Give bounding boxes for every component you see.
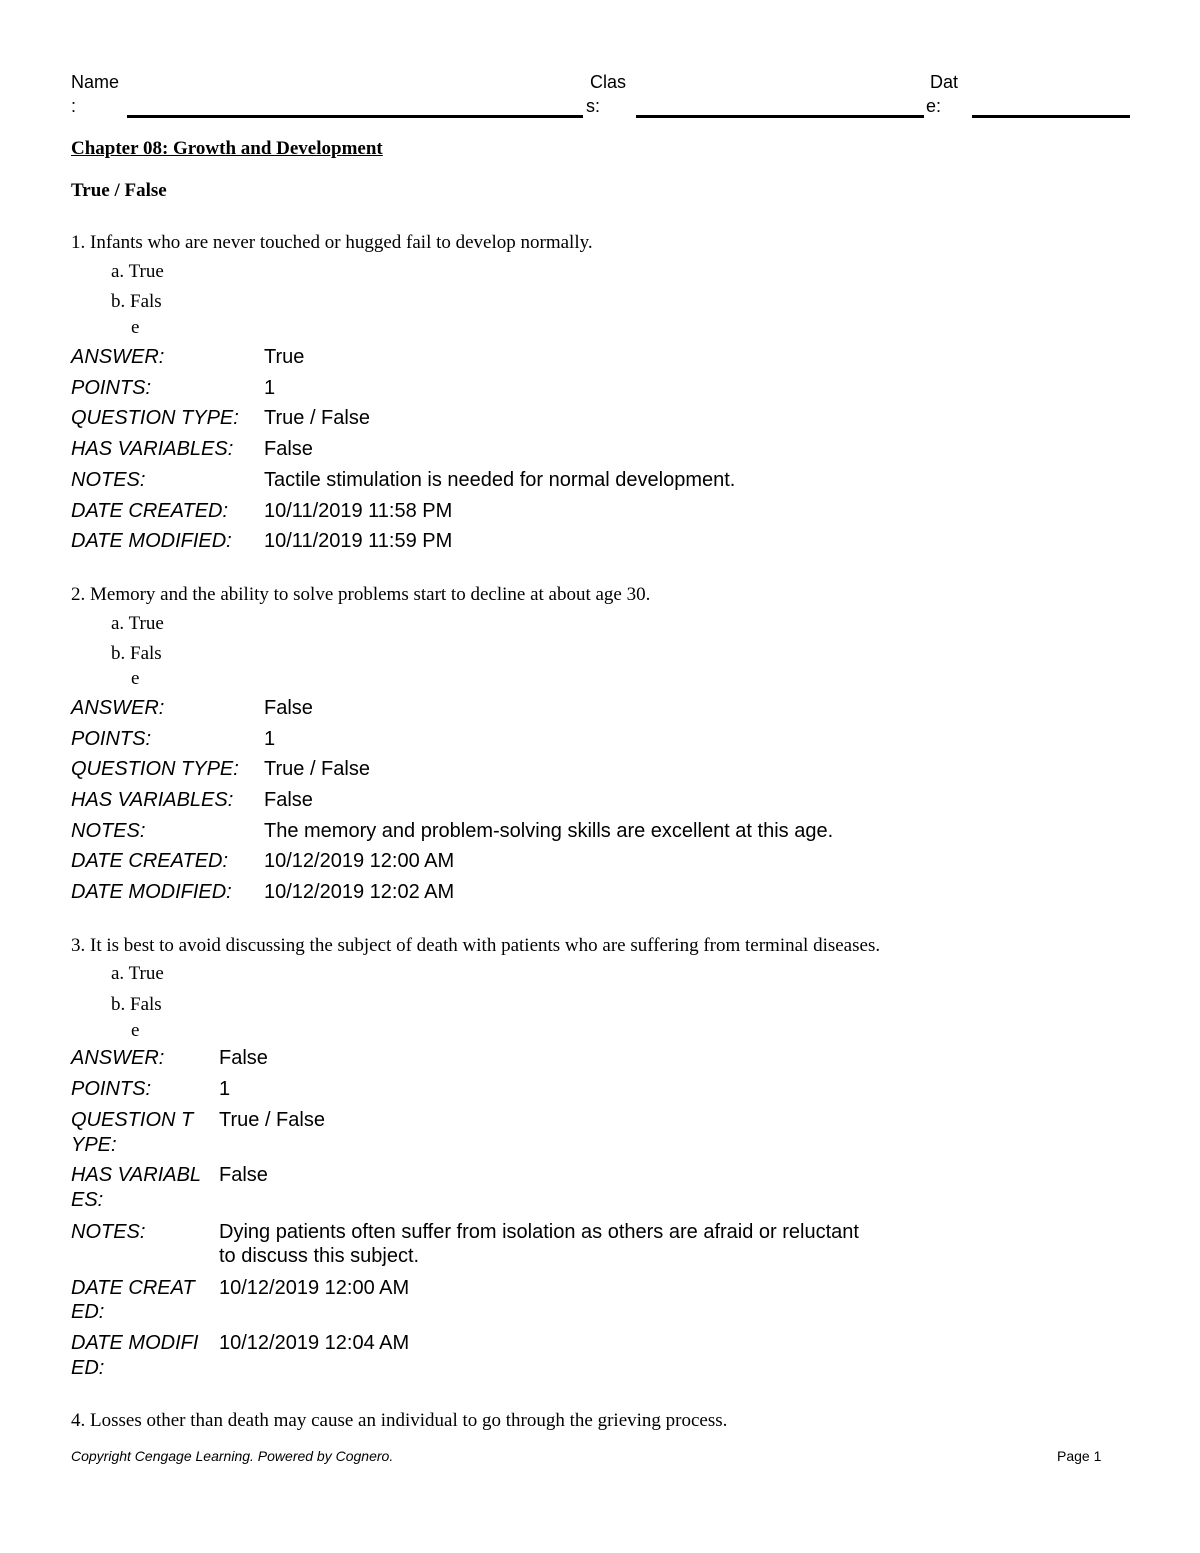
- points-key: POINTS:: [71, 728, 152, 750]
- points-value: 1: [264, 377, 276, 399]
- option-a: a. True: [111, 613, 164, 634]
- question-type-value: True / False: [264, 407, 370, 429]
- question-type-key: QUESTION TYPE:: [71, 758, 239, 780]
- class-line: [636, 115, 924, 118]
- question-text: 4. Losses other than death may cause an individual to go through the grieving process.: [71, 1410, 728, 1431]
- section-heading: True / False: [71, 180, 167, 201]
- points-value: 1: [264, 728, 276, 750]
- class-label-cont: s:: [586, 96, 601, 116]
- has-variables-key-cont: ES:: [71, 1189, 104, 1211]
- answer-value: False: [219, 1047, 268, 1069]
- date-modified-key: DATE MODIFIED:: [71, 881, 232, 903]
- date-modified-key: DATE MODIFIED:: [71, 530, 232, 552]
- option-b-cont: e: [131, 1020, 140, 1041]
- date-created-value: 10/11/2019 11:58 PM: [264, 500, 453, 522]
- question-type-value: True / False: [264, 758, 370, 780]
- answer-key: ANSWER:: [71, 697, 165, 719]
- option-b: b. Fals: [111, 994, 162, 1015]
- name-label: Name: [71, 72, 120, 92]
- notes-value-cont: to discuss this subject.: [219, 1245, 420, 1267]
- date-created-key: DATE CREATED:: [71, 500, 229, 522]
- date-label: Dat: [930, 72, 959, 92]
- date-created-key-cont: ED:: [71, 1301, 105, 1323]
- option-b: b. Fals: [111, 643, 162, 664]
- option-b: b. Fals: [111, 291, 162, 312]
- points-value: 1: [219, 1078, 231, 1100]
- question-type-value: True / False: [219, 1109, 325, 1131]
- question-type-key-cont: YPE:: [71, 1134, 117, 1156]
- date-created-key: DATE CREAT: [71, 1277, 195, 1299]
- answer-value: False: [264, 697, 313, 719]
- answer-key: ANSWER:: [71, 1047, 165, 1069]
- option-a: a. True: [111, 261, 164, 282]
- has-variables-value: False: [219, 1164, 268, 1186]
- points-key: POINTS:: [71, 1078, 152, 1100]
- notes-value: The memory and problem-solving skills are excellent at this age.: [264, 820, 834, 842]
- option-b-cont: e: [131, 317, 140, 338]
- date-label-cont: e:: [926, 96, 942, 116]
- name-line: [127, 115, 583, 118]
- question-type-key: QUESTION TYPE:: [71, 407, 239, 429]
- has-variables-value: False: [264, 789, 313, 811]
- date-created-key: DATE CREATED:: [71, 850, 229, 872]
- has-variables-value: False: [264, 438, 313, 460]
- date-modified-key: DATE MODIFI: [71, 1332, 199, 1354]
- date-modified-key-cont: ED:: [71, 1357, 105, 1379]
- question-text: 2. Memory and the ability to solve problems start to decline at about age 30.: [71, 584, 651, 605]
- answer-key: ANSWER:: [71, 346, 165, 368]
- footer-page-number: Page 1: [1057, 1448, 1102, 1464]
- notes-value: Dying patients often suffer from isolation as others are afraid or reluctant: [219, 1221, 859, 1243]
- notes-key: NOTES:: [71, 1221, 146, 1243]
- date-modified-value: 10/12/2019 12:04 AM: [219, 1332, 410, 1354]
- page-title: Chapter 08: Growth and Development: [71, 138, 383, 159]
- footer-copyright: Copyright Cengage Learning. Powered by Cognero.: [71, 1448, 394, 1464]
- question-text: 3. It is best to avoid discussing the subject of death with patients who are suffering from terminal diseases.: [71, 935, 881, 956]
- question-type-key: QUESTION T: [71, 1109, 194, 1131]
- option-a: a. True: [111, 963, 164, 984]
- date-created-value: 10/12/2019 12:00 AM: [219, 1277, 410, 1299]
- date-line: [972, 115, 1130, 118]
- date-modified-value: 10/11/2019 11:59 PM: [264, 530, 453, 552]
- notes-key: NOTES:: [71, 469, 146, 491]
- question-text: 1. Infants who are never touched or hugged fail to develop normally.: [71, 232, 593, 253]
- has-variables-key: HAS VARIABL: [71, 1164, 202, 1186]
- date-modified-value: 10/12/2019 12:02 AM: [264, 881, 455, 903]
- name-label-colon: :: [71, 96, 77, 116]
- has-variables-key: HAS VARIABLES:: [71, 438, 234, 460]
- notes-value: Tactile stimulation is needed for normal development.: [264, 469, 736, 491]
- answer-value: True: [264, 346, 305, 368]
- has-variables-key: HAS VARIABLES:: [71, 789, 234, 811]
- date-created-value: 10/12/2019 12:00 AM: [264, 850, 455, 872]
- points-key: POINTS:: [71, 377, 152, 399]
- option-b-cont: e: [131, 668, 140, 689]
- notes-key: NOTES:: [71, 820, 146, 842]
- class-label: Clas: [590, 72, 627, 92]
